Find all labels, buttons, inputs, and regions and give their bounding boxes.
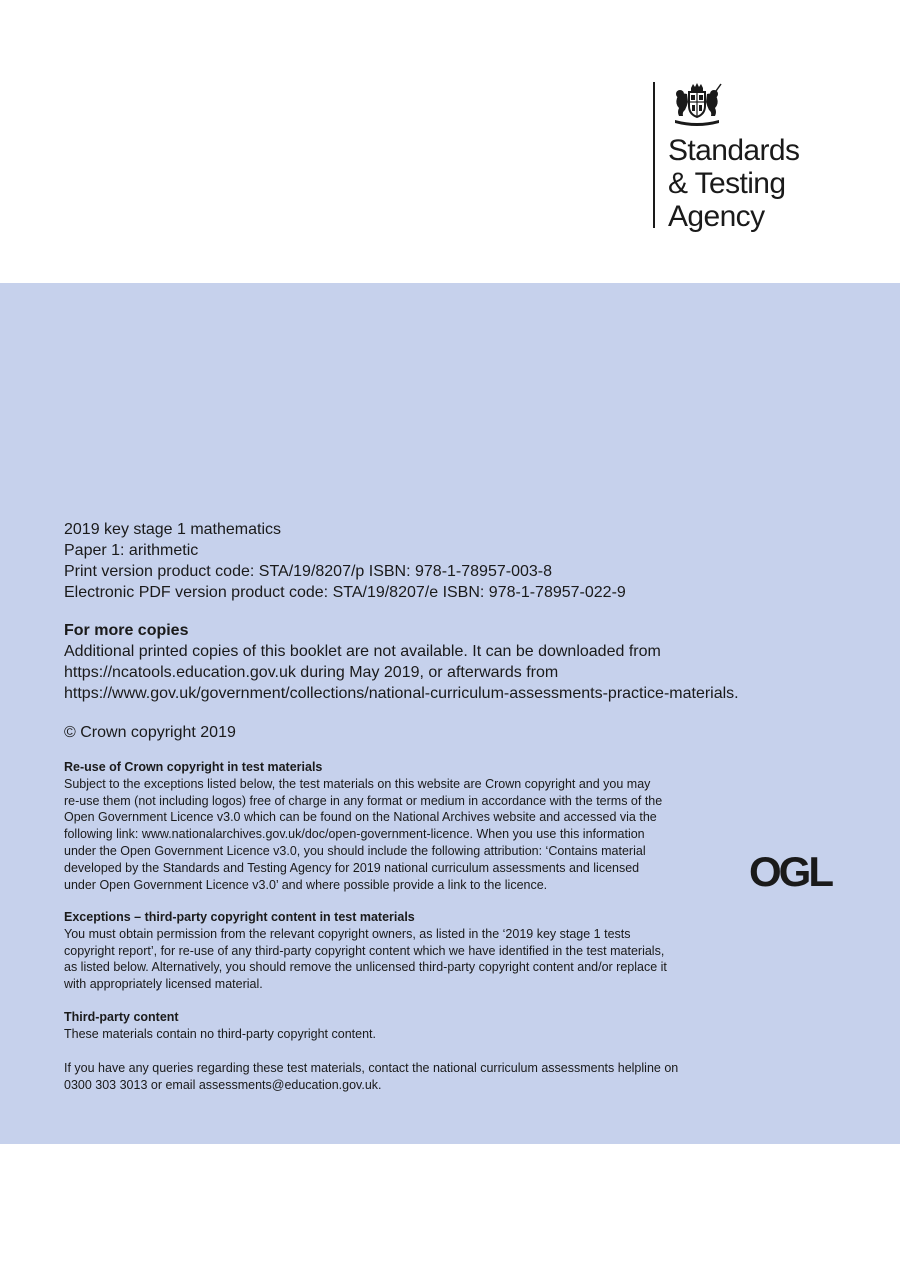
more-copies-text-1: Additional printed copies of this booklet are not available. It can be downloaded from [64,643,661,660]
ncatools-link-text: https://ncatools.education.gov.uk during May 2019, or afterwards from [64,664,559,681]
reuse-line: following link: www.nationalarchives.gov.uk/doc/open-government-licence. When you use this information [64,827,645,842]
exceptions-line: You must obtain permission from the relevant copyright owners, as listed in the ‘2019 key stage 1 tests [64,926,631,941]
crown-copyright: © Crown copyright 2019 [64,724,236,741]
reuse-line: developed by the Standards and Testing Agency for 2019 national curriculum assessments and licensed [64,860,640,875]
reuse-line: Subject to the exceptions listed below, the test materials on this website are Crown copyright and you may [64,776,651,791]
exceptions-section [64,909,754,993]
reuse-line: re-use them (not including logos) free of charge in any format or medium in accordance with the terms of the [64,793,663,808]
exceptions-heading: Exceptions – third-party copyright content in test materials [64,910,415,924]
reuse-heading: Re-use of Crown copyright in test materials [64,760,323,774]
queries-line-2: 0300 303 3013 or email assessments@education.gov.uk. [64,1077,382,1092]
print-product-code: Print version product code: STA/19/8207/p ISBN: 978-1-78957-003-8 [64,563,552,580]
third-party-heading: Third-party content [64,1010,179,1024]
reuse-line: under the Open Government Licence v3.0, you should include the following attribution: ‘Contains material [64,843,646,858]
exceptions-line: as listed below. Alternatively, you should remove the unlicensed third-party copyright content and/or replace it [64,960,667,975]
agency-name-line1: Standards [668,134,800,167]
agency-name [668,134,828,233]
queries-line-1: If you have any queries regarding these test materials, contact the national curriculum assessments helpline on [64,1061,679,1075]
ogl-logo-icon [749,852,837,890]
gov-uk-link-text: https://www.gov.uk/government/collections/national-curriculum-assessments-practice-materials. [64,685,739,702]
exceptions-line: copyright report’, for re-use of any third-party copyright content which we have identified in the test materials, [64,943,665,958]
royal-coat-of-arms-icon [669,82,725,126]
reuse-line: under Open Government Licence v3.0’ and where possible provide a link to the licence. [64,877,548,892]
paper-title: Paper 1: arithmetic [64,542,199,559]
agency-name-line3: Agency [668,200,765,233]
third-party-text: These materials contain no third-party copyright content. [64,1026,376,1041]
more-copies-section [64,620,864,704]
ogl-logo-text: OGL [749,852,831,890]
reuse-line: Open Government Licence v3.0 which can be found on the National Archives website and accessed via the [64,810,657,825]
more-copies-heading: For more copies [64,622,189,639]
page-header [0,0,900,283]
publication-title: 2019 key stage 1 mathematics [64,521,282,538]
third-party-section [64,1009,754,1043]
pdf-product-code: Electronic PDF version product code: STA/19/8207/e ISBN: 978-1-78957-022-9 [64,584,626,601]
publication-details [64,519,626,603]
sta-logo [653,82,800,233]
queries-section [64,1060,754,1094]
agency-name-line2: & Testing [668,167,786,200]
reuse-section [64,759,754,893]
info-panel [0,283,900,1144]
exceptions-line: with appropriately licensed material. [64,977,263,992]
